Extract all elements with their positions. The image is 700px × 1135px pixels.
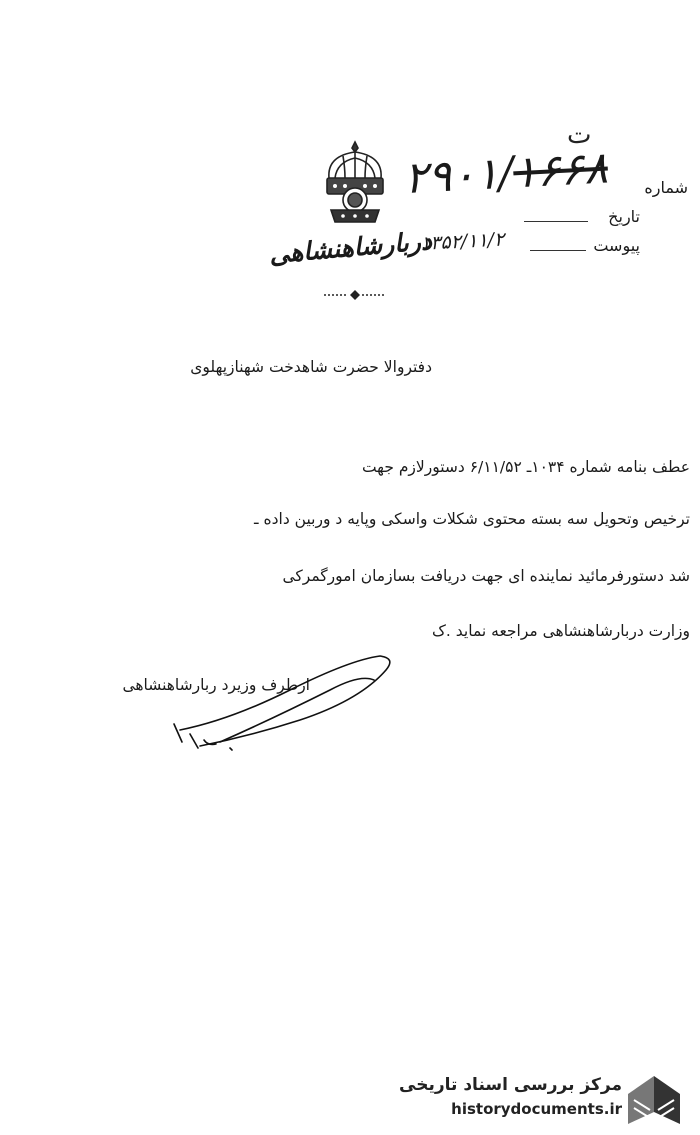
- sender-line: ازطرف وزیرد ربارشاهنشاهی: [122, 676, 310, 694]
- book-logo-icon: [624, 1072, 684, 1132]
- letter-line: وزارت دربارشاهنشاهی مراجعه نماید .ک: [432, 622, 690, 640]
- handwritten-number: [402, 142, 610, 205]
- attachment-field-line: [530, 250, 586, 251]
- date-field-line: [524, 221, 588, 222]
- letter-line: شد دستورفرمائید نماینده ای جهت دریافت بسازمان امورگمرکی: [282, 567, 690, 585]
- number-main: ۲۹۰۱/: [402, 147, 515, 205]
- handwritten-date: ۱۳۵۲/۱۱/۲: [419, 228, 505, 255]
- corner-mark: ت: [567, 120, 592, 150]
- recipient-line: دفتروالا حضرت شاهدخت شهنازپهلوی: [190, 358, 432, 376]
- letter-line: ترخیص وتحویل سه بسته محتوی شکلات واسکی وپایه د وربین داده ـ: [254, 510, 690, 528]
- number-label: شماره: [644, 178, 688, 197]
- number-struck: ۱۶۶۸: [512, 142, 610, 199]
- attachment-label: پیوست: [593, 236, 640, 255]
- crown-emblem-icon: [315, 138, 395, 230]
- signature: [160, 650, 400, 760]
- archive-url: historydocuments.ir: [451, 1100, 622, 1118]
- date-label: تاریخ: [608, 207, 640, 226]
- ornament-divider-icon: [322, 288, 388, 302]
- court-title: دربارشاهنشاهی: [267, 225, 433, 270]
- archive-title: مرکز بررسی اسناد تاریخی: [399, 1075, 622, 1095]
- letter-line: عطف بنامه شماره ۱۰۳۴ـ ۶/۱۱/۵۲ دستورلازم جهت: [361, 458, 690, 476]
